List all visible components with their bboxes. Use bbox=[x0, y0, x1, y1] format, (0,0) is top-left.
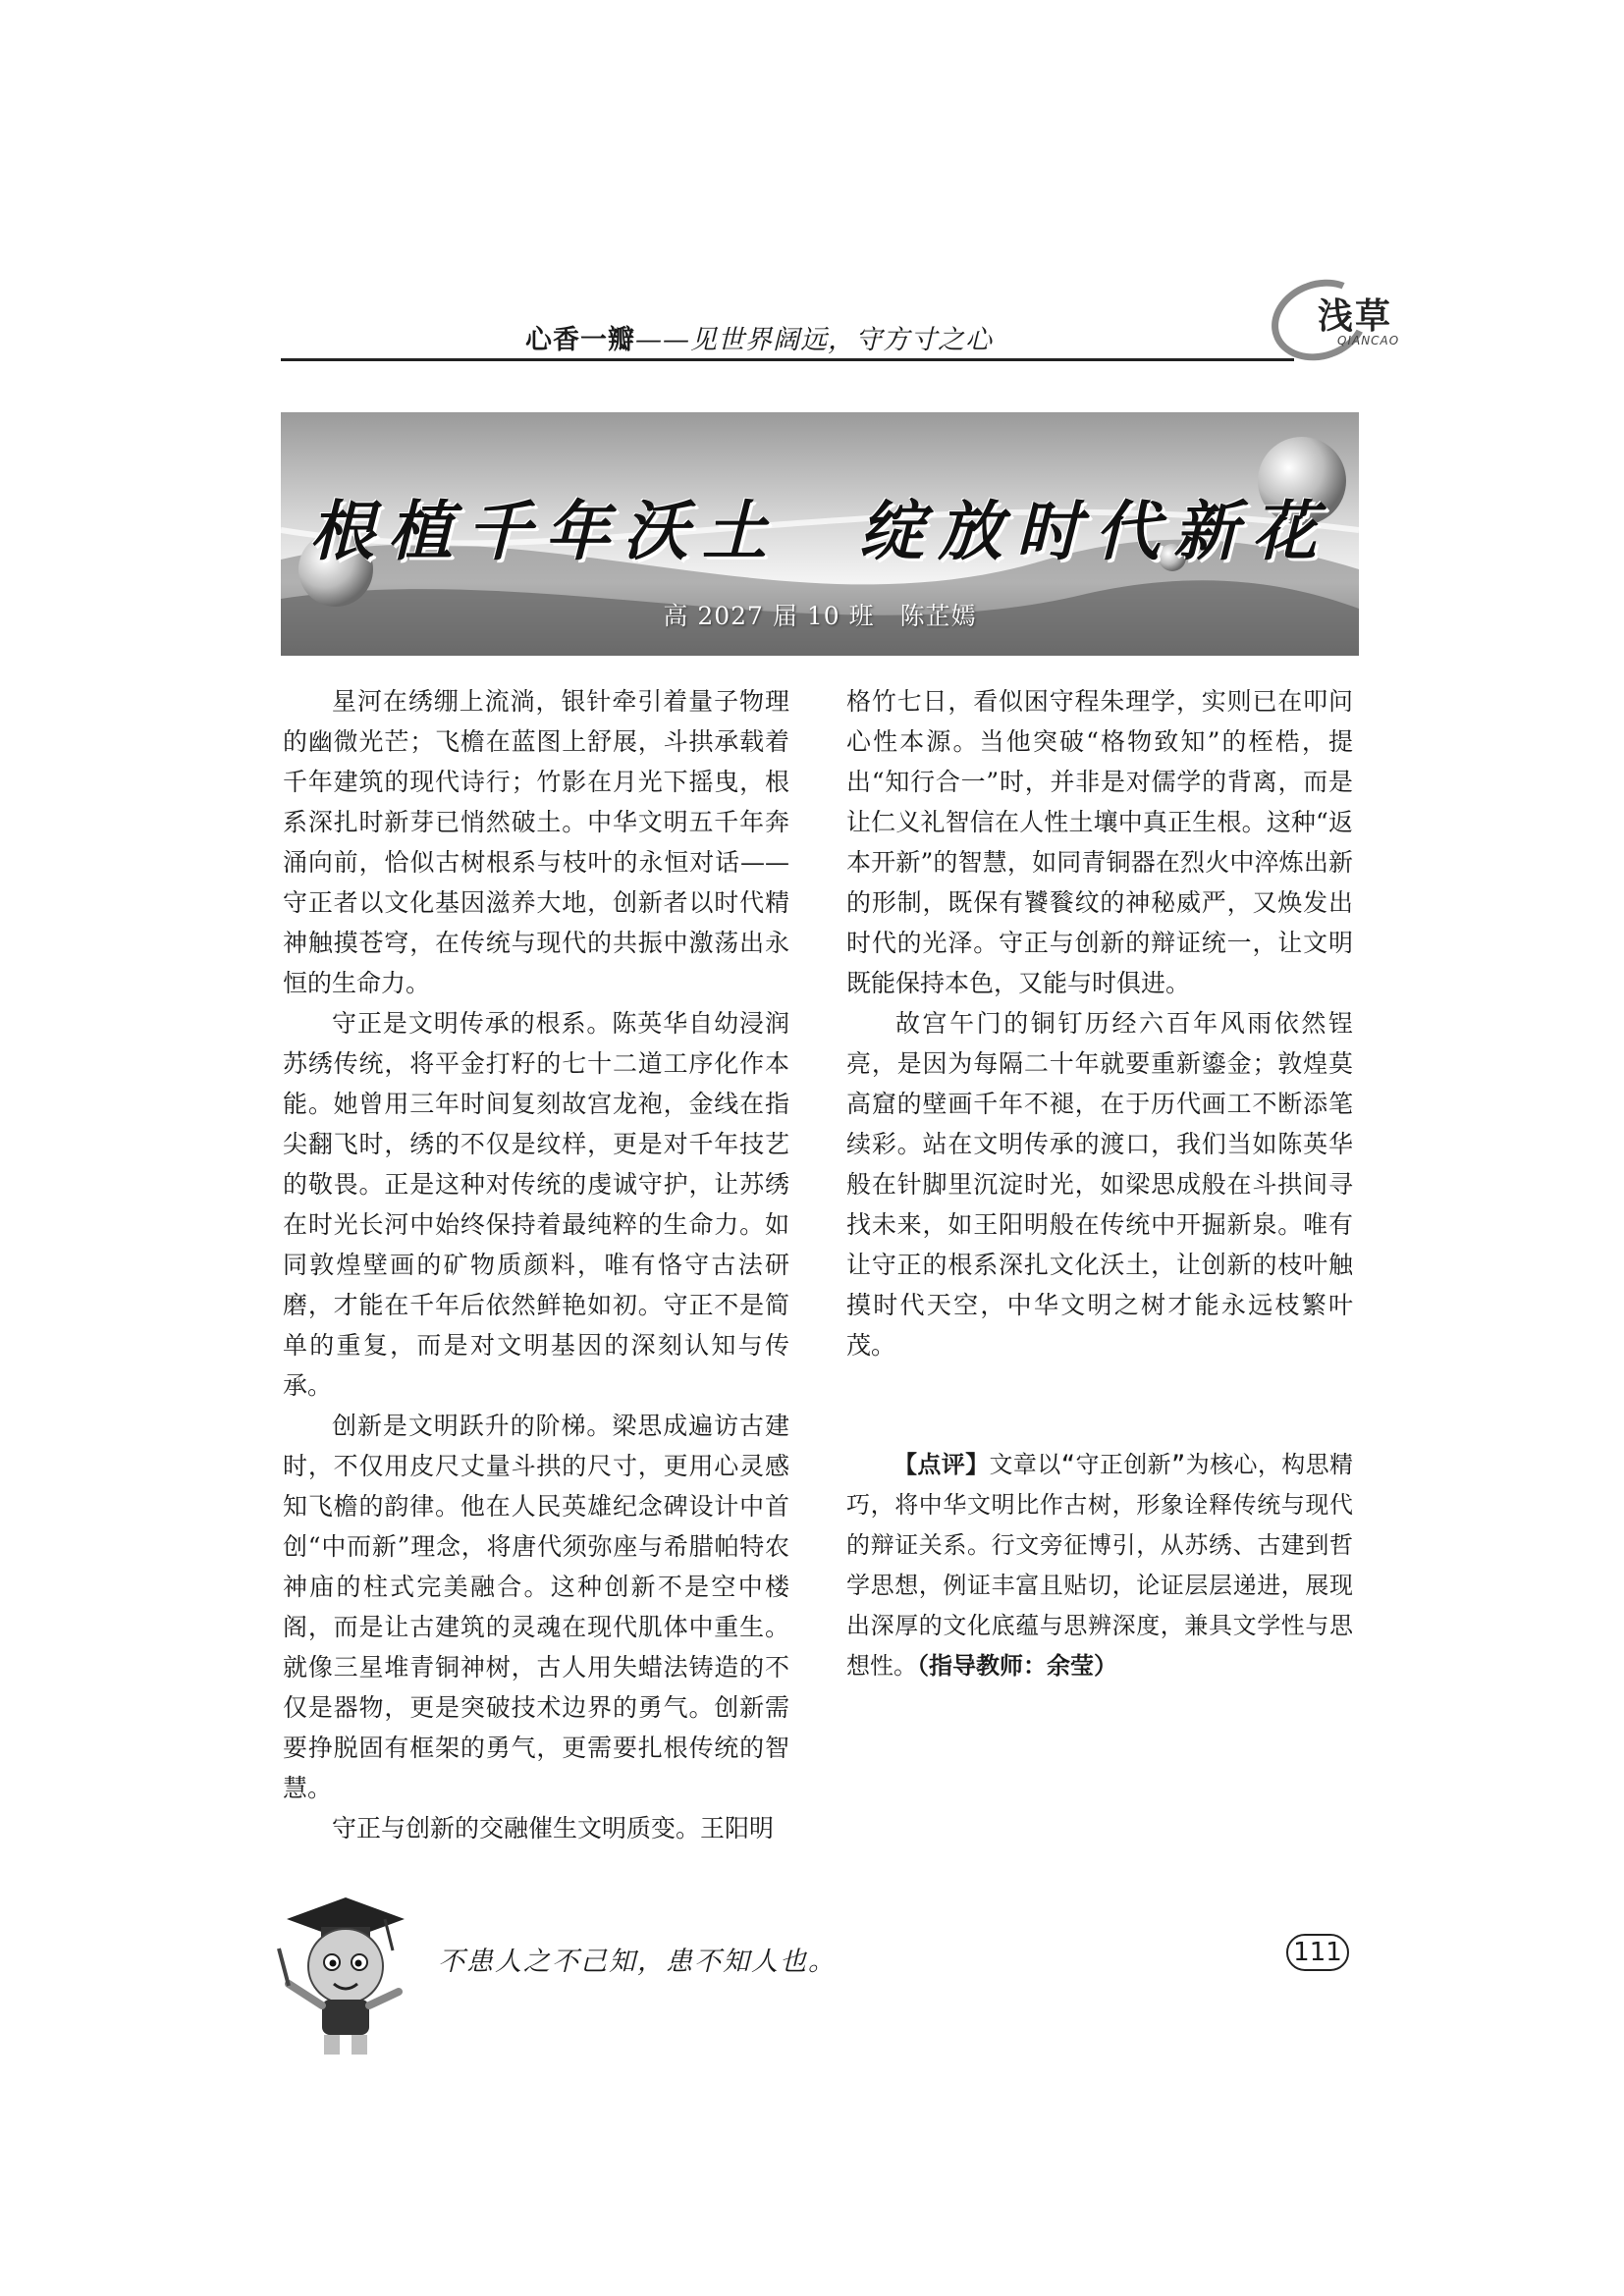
paragraph: 创新是文明跃升的阶梯。梁思成遍访古建时，不仅用皮尺丈量斗拱的尺寸，更用心灵感知飞檐的韵律。他在人民英雄纪念碑设计中首创“中而新”理念，将唐代须弥座与希腊帕特农神庙的柱式完美融合。这种创新不是空中楼阁，而是让古建筑的灵魂在现代肌体中重生。就像三星堆青铜神树，古人用失蜡法铸造的不仅是器物，更是突破技术边界的勇气。创新需要挣脱固有框架的勇气，更需要扎根传统的智慧。 bbox=[283, 1412, 789, 1802]
section-name: 心香一瓣 bbox=[525, 325, 635, 355]
teacher-comment bbox=[846, 1445, 1353, 1686]
header-rule bbox=[281, 358, 1294, 361]
article-column-left bbox=[283, 681, 789, 1848]
running-header bbox=[525, 318, 1075, 356]
comment-teacher: （指导教师：余莹） bbox=[917, 1652, 1117, 1680]
article-column-right bbox=[846, 681, 1353, 1365]
paragraph: 星河在绣绷上流淌，银针牵引着量子物理的幽微光芒；飞檐在蓝图上舒展，斗拱承载着千年建筑的现代诗行；竹影在月光下摇曳，根系深扎时新芽已悄然破土。中华文明五千年奔涌向前，恰似古树根系与枝叶的永恒对话——守正者以文化基因滋养大地，创新者以时代精神触摸苍穹，在传统与现代的共振中激荡出永恒的生命力。 bbox=[283, 687, 789, 997]
magazine-logo bbox=[1267, 275, 1424, 363]
footer-quote: 不患人之不己知，患不知人也。 bbox=[438, 1947, 837, 1977]
title-banner bbox=[281, 412, 1359, 656]
paragraph: 守正与创新的交融催生文明质变。王阳明 bbox=[332, 1814, 775, 1842]
paragraph: 格竹七日，看似困守程朱理学，实则已在叩问心性本源。当他突破“格物致知”的桎梏，提出“知行合一”时，并非是对儒学的背离，而是让仁义礼智信在人性土壤中真正生根。这种“返本开新”的智慧，如同青铜器在烈火中淬炼出新的形制，既保有饕餮纹的神秘威严，又焕发出时代的光泽。守正与创新的辩证统一，让文明既能保持本色，又能与时俱进。 bbox=[846, 687, 1353, 997]
page-number: 111 bbox=[1286, 1934, 1349, 1971]
comment-body: 文章以“守正创新”为核心，构思精巧，将中华文明比作古树，形象诠释传统与现代的辩证关系。行文旁征博引，从苏绣、古建到哲学思想，例证丰富且贴切，论证层层递进，展现出深厚的文化底蕴与思辨深度，兼具文学性与思想性。 bbox=[846, 1451, 1353, 1680]
graduate-mascot-icon bbox=[267, 1890, 414, 2061]
article-title: 根植千年沃土 绽放时代新花 bbox=[309, 493, 1330, 569]
section-subtitle: ——见世界阔远，守方寸之心 bbox=[635, 325, 993, 355]
paragraph: 故宫午门的铜钉历经六百年风雨依然锃亮，是因为每隔二十年就要重新鎏金；敦煌莫高窟的壁画千年不褪，在于历代画工不断添笔续彩。站在文明传承的渡口，我们当如陈英华般在针脚里沉淀时光，如梁思成般在斗拱间寻找未来，如王阳明般在传统中开掘新泉。唯有让守正的根系深扎文化沃土，让创新的枝叶触摸时代天空，中华文明之树才能永远枝繁叶茂。 bbox=[846, 1009, 1353, 1360]
logo-text: 浅草 bbox=[1318, 296, 1393, 337]
paragraph: 守正是文明传承的根系。陈英华自幼浸润苏绣传统，将平金打籽的七十二道工序化作本能。她曾用三年时间复刻故宫龙袍，金线在指尖翻飞时，绣的不仅是纹样，更是对千年技艺的敬畏。正是这种对传统的虔诚守护，让苏绣在时光长河中始终保持着最纯粹的生命力。如同敦煌壁画的矿物质颜料，唯有恪守古法研磨，才能在千年后依然鲜艳如初。守正不是简单的重复，而是对文明基因的深刻认知与传承。 bbox=[283, 1009, 789, 1400]
article-author: 高 2027 届 10 班 陈芷嫣 bbox=[663, 602, 977, 630]
logo-latin: QIANCAO bbox=[1337, 334, 1400, 347]
comment-label: 【点评】 bbox=[893, 1451, 990, 1478]
